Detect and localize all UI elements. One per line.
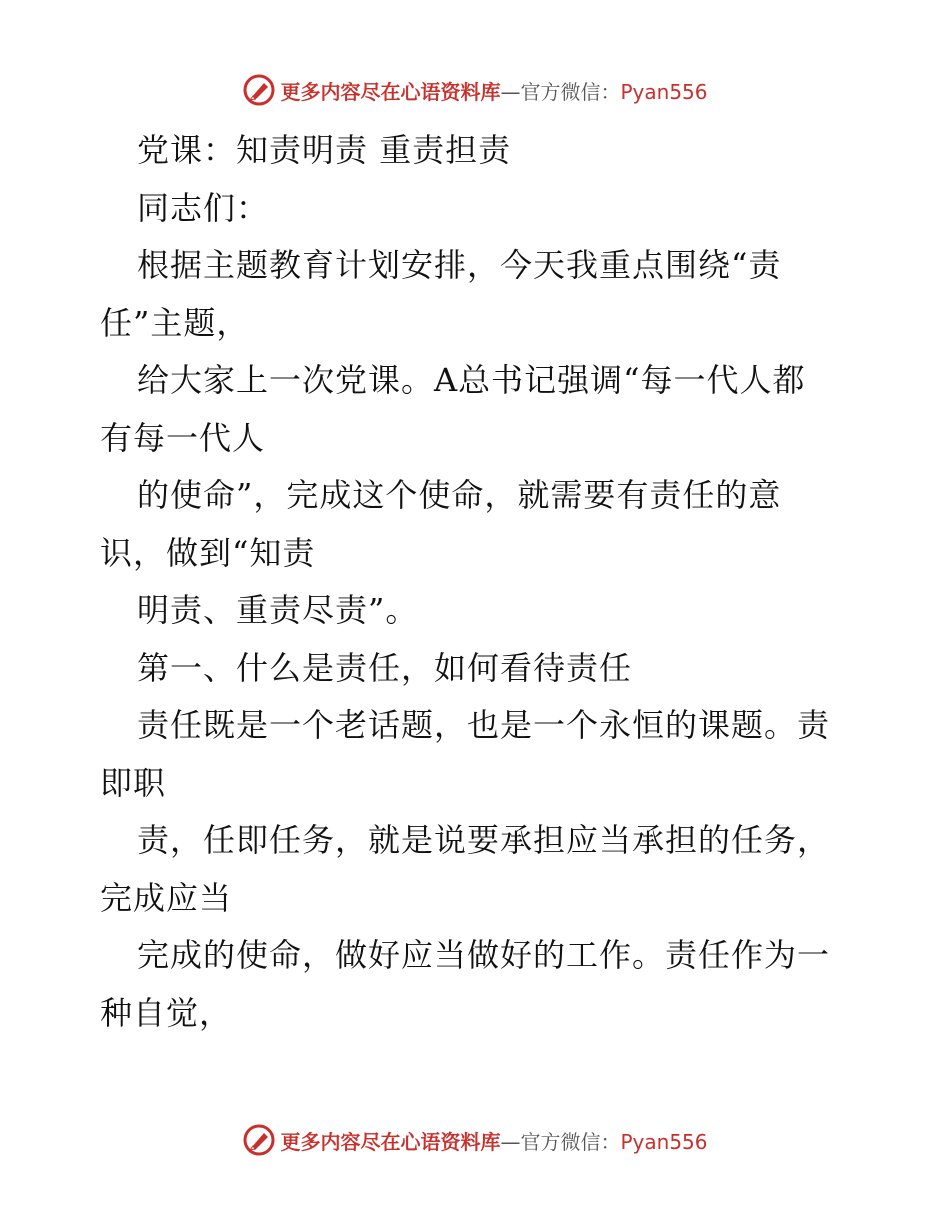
document-line: 识，做到“知责 [100, 533, 316, 572]
document-title: 党课：知责明责 重责担责 [137, 131, 512, 169]
banner-dash: — [500, 79, 521, 104]
banner-wechat-handle: Pyan556 [620, 79, 708, 104]
banner-wechat-handle: Pyan556 [620, 1129, 708, 1154]
banner-main-text: 更多内容尽在心语资料库 [280, 79, 501, 104]
document-line: 即职 [100, 763, 167, 802]
footer-banner [0, 1120, 950, 1160]
header-banner [0, 70, 950, 110]
banner-text [280, 1126, 707, 1155]
document-line: 给大家上一次党课。A总书记强调“每一代人都 [137, 361, 806, 399]
section-heading: 第一、什么是责任，如何看待责任 [137, 648, 633, 687]
document-line: 有每一代人 [100, 418, 266, 457]
document-line: 责，任即任务，就是说要承担应当承担的任务， [137, 821, 831, 859]
document-line: 同志们： [137, 188, 270, 227]
banner-wechat-label: 官方微信： [520, 1129, 621, 1154]
document-body [100, 122, 860, 1042]
banner-dash: — [500, 1129, 521, 1154]
banner-wechat-label: 官方微信： [520, 79, 621, 104]
document-line: 任”主题， [100, 303, 250, 342]
pen-nib-logo-icon [242, 1123, 276, 1157]
document-line: 明责、重责尽责”。 [137, 591, 419, 629]
document-line: 完成的使命，做好应当做好的工作。责任作为一 [137, 936, 831, 974]
pen-nib-logo-icon [242, 73, 276, 107]
document-line: 的使命”，完成这个使命，就需要有责任的意 [137, 476, 782, 514]
document-line: 责任既是一个老话题，也是一个永恒的课题。责 [137, 706, 831, 744]
document-line: 根据主题教育计划安排，今天我重点围绕“责 [137, 246, 782, 284]
banner-text [280, 76, 707, 105]
banner-main-text: 更多内容尽在心语资料库 [280, 1129, 501, 1154]
document-line: 完成应当 [100, 878, 233, 917]
document-line: 种自觉， [100, 993, 233, 1032]
